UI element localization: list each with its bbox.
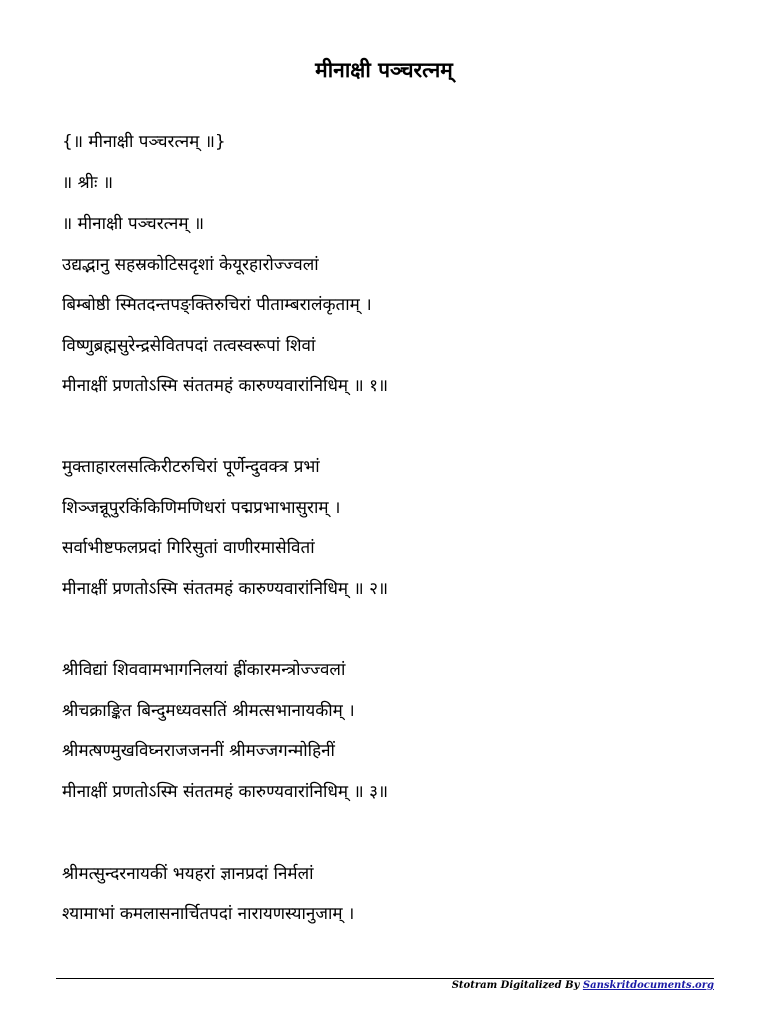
verse-line: श्रीमत्सुन्दरनायकीं भयहरां ज्ञानप्रदां निर्मलां [62,864,314,884]
verse-line: श्रीचक्राङ्कित बिन्दुमध्यवसतिं श्रीमत्सभानायकीम् । [62,701,355,721]
footer-link[interactable]: Sanskritdocuments.org [582,980,714,991]
verse-line: बिम्बोष्ठी स्मितदन्तपङ्क्तिरुचिरां पीताम्बरालंकृताम् । [62,295,372,315]
verse-line: उद्यद्भानु सहस्रकोटिसदृशां केयूरहारोज्ज्वलां [62,255,319,275]
header-line: {॥ मीनाक्षी पञ्चरत्नम् ॥} [62,132,226,152]
page-title: मीनाक्षी पञ्चरत्नम् [315,58,453,82]
footer-prefix: Stotram Digitalized By [451,980,583,991]
verse-line: मीनाक्षीं प्रणतोऽस्मि संततमहं कारुण्यवारांनिधिम् ॥ ३॥ [62,782,389,802]
verse-line: श्यामाभां कमलासनार्चितपदां नारायणस्यानुजाम् । [62,904,355,924]
header-line: ॥ श्रीः ॥ [62,173,114,193]
verse-line: मीनाक्षीं प्रणतोऽस्मि संततमहं कारुण्यवारांनिधिम् ॥ १॥ [62,376,389,396]
verse-line: सर्वाभीष्टफलप्रदां गिरिसुतां वाणीरमासेवितां [62,538,315,558]
verse-line: विष्णुब्रह्मसुरेन्द्रसेवितपदां तत्वस्वरूपां शिवां [62,336,316,356]
verse-line: श्रीविद्यां शिववामभागनिलयां ह्रींकारमन्त्रोज्ज्वलां [62,660,346,680]
verse-line: श्रीमत्षण्मुखविघ्नराजजननीं श्रीमज्जगन्मोहिनीं [62,741,335,761]
verse-line: शिञ्जन्नूपुरकिंकिणिमणिधरां पद्मप्रभाभासुराम् । [62,498,341,518]
header-line: ॥ मीनाक्षी पञ्चरत्नम् ॥ [62,214,205,234]
verse-line: मीनाक्षीं प्रणतोऽस्मि संततमहं कारुण्यवारांनिधिम् ॥ २॥ [62,579,389,599]
verse-line: मुक्ताहारलसत्किरीटरुचिरां पूर्णेन्दुवक्त्र प्रभां [62,457,320,477]
footer-divider [56,978,714,979]
footer-credit [452,980,714,991]
